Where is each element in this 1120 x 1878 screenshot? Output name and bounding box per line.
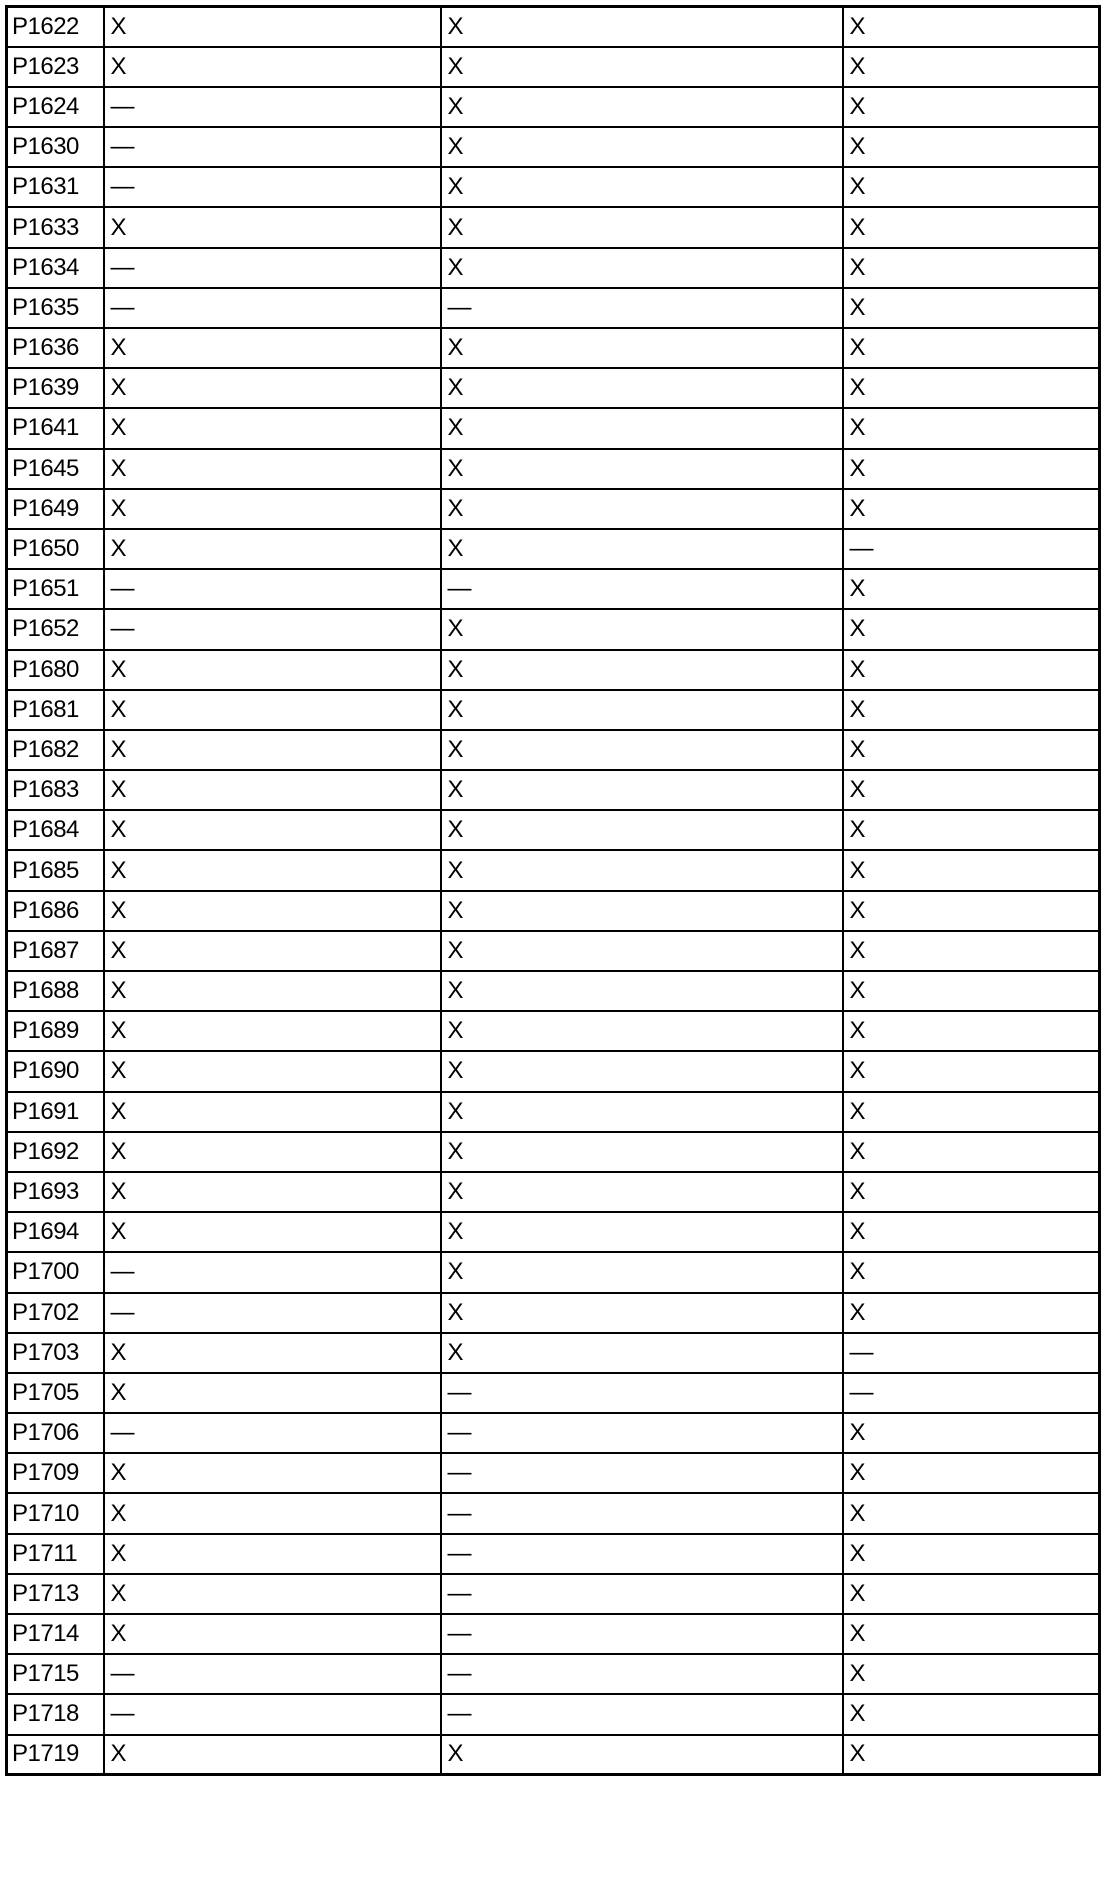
mark-cell-2: X <box>441 368 843 408</box>
mark-cell-3: X <box>843 368 1100 408</box>
code-cell: P1631 <box>7 167 104 207</box>
mark-cell-1: X <box>104 650 441 690</box>
code-cell: P1690 <box>7 1051 104 1091</box>
mark-cell-3: X <box>843 810 1100 850</box>
mark-cell-2: X <box>441 328 843 368</box>
mark-cell-2: X <box>441 167 843 207</box>
code-cell: P1680 <box>7 650 104 690</box>
code-cell: P1650 <box>7 529 104 569</box>
mark-cell-2: X <box>441 87 843 127</box>
mark-cell-1: X <box>104 1212 441 1252</box>
mark-cell-2: — <box>441 569 843 609</box>
mark-cell-2: X <box>441 1011 843 1051</box>
mark-cell-3: X <box>843 1453 1100 1493</box>
table-body <box>7 7 1100 1775</box>
mark-cell-1: X <box>104 971 441 1011</box>
code-cell: P1691 <box>7 1092 104 1132</box>
code-cell: P1681 <box>7 690 104 730</box>
code-cell: P1692 <box>7 1132 104 1172</box>
mark-cell-3: X <box>843 931 1100 971</box>
code-cell: P1645 <box>7 449 104 489</box>
table-row <box>7 1694 1100 1734</box>
code-cell: P1636 <box>7 328 104 368</box>
mark-cell-1: — <box>104 1293 441 1333</box>
mark-cell-1: — <box>104 248 441 288</box>
mark-cell-3: X <box>843 489 1100 529</box>
mark-cell-2: X <box>441 650 843 690</box>
mark-cell-2: X <box>441 891 843 931</box>
table-row <box>7 690 1100 730</box>
mark-cell-1: X <box>104 489 441 529</box>
code-cell: P1682 <box>7 730 104 770</box>
table-row <box>7 1212 1100 1252</box>
table-row <box>7 529 1100 569</box>
code-cell: P1702 <box>7 1293 104 1333</box>
mark-cell-3: X <box>843 127 1100 167</box>
mark-cell-1: — <box>104 288 441 328</box>
mark-cell-2: X <box>441 207 843 247</box>
code-cell: P1685 <box>7 850 104 890</box>
table-row <box>7 850 1100 890</box>
mark-cell-3: X <box>843 1011 1100 1051</box>
table-row <box>7 1252 1100 1292</box>
mark-cell-3: X <box>843 1654 1100 1694</box>
table-row <box>7 47 1100 87</box>
mark-cell-1: X <box>104 1493 441 1533</box>
table-row <box>7 328 1100 368</box>
table-row <box>7 810 1100 850</box>
mark-cell-1: X <box>104 690 441 730</box>
code-cell: P1719 <box>7 1735 104 1775</box>
mark-cell-1: X <box>104 931 441 971</box>
code-cell: P1715 <box>7 1654 104 1694</box>
mark-cell-1: X <box>104 850 441 890</box>
table-row <box>7 1574 1100 1614</box>
mark-cell-1: X <box>104 207 441 247</box>
mark-cell-2: X <box>441 1212 843 1252</box>
mark-cell-3: X <box>843 408 1100 448</box>
code-cell: P1693 <box>7 1172 104 1212</box>
table-row <box>7 1293 1100 1333</box>
mark-cell-3: X <box>843 87 1100 127</box>
mark-cell-1: X <box>104 1574 441 1614</box>
mark-cell-1: X <box>104 891 441 931</box>
mark-cell-3: X <box>843 167 1100 207</box>
mark-cell-1: X <box>104 328 441 368</box>
mark-cell-1: X <box>104 1453 441 1493</box>
code-cell: P1700 <box>7 1252 104 1292</box>
mark-cell-2: X <box>441 408 843 448</box>
mark-cell-3: X <box>843 7 1100 47</box>
table-row <box>7 1614 1100 1654</box>
mark-cell-1: X <box>104 770 441 810</box>
mark-cell-1: — <box>104 569 441 609</box>
code-table <box>5 5 1101 1776</box>
code-cell: P1718 <box>7 1694 104 1734</box>
table-row <box>7 1413 1100 1453</box>
table-row <box>7 1373 1100 1413</box>
mark-cell-1: X <box>104 1011 441 1051</box>
code-cell: P1639 <box>7 368 104 408</box>
table-row <box>7 87 1100 127</box>
table-row <box>7 770 1100 810</box>
code-cell: P1635 <box>7 288 104 328</box>
mark-cell-2: X <box>441 770 843 810</box>
mark-cell-3: X <box>843 288 1100 328</box>
mark-cell-3: X <box>843 1132 1100 1172</box>
mark-cell-1: X <box>104 449 441 489</box>
mark-cell-3: X <box>843 730 1100 770</box>
table-row <box>7 1051 1100 1091</box>
mark-cell-2: — <box>441 1453 843 1493</box>
table-row <box>7 408 1100 448</box>
code-cell: P1687 <box>7 931 104 971</box>
mark-cell-1: X <box>104 368 441 408</box>
mark-cell-3: X <box>843 1413 1100 1453</box>
mark-cell-3: X <box>843 1614 1100 1654</box>
mark-cell-3: X <box>843 1172 1100 1212</box>
table-row <box>7 1534 1100 1574</box>
table-row <box>7 167 1100 207</box>
table-row <box>7 609 1100 649</box>
table-row <box>7 1172 1100 1212</box>
table-row <box>7 1735 1100 1775</box>
mark-cell-2: X <box>441 1092 843 1132</box>
mark-cell-1: — <box>104 127 441 167</box>
table-row <box>7 1493 1100 1533</box>
code-cell: P1689 <box>7 1011 104 1051</box>
table-row <box>7 489 1100 529</box>
mark-cell-2: X <box>441 1252 843 1292</box>
mark-cell-2: — <box>441 1413 843 1453</box>
table-row <box>7 207 1100 247</box>
mark-cell-3: X <box>843 1092 1100 1132</box>
mark-cell-3: X <box>843 1051 1100 1091</box>
table-row <box>7 7 1100 47</box>
mark-cell-2: X <box>441 1293 843 1333</box>
mark-cell-2: X <box>441 609 843 649</box>
mark-cell-2: X <box>441 127 843 167</box>
mark-cell-1: X <box>104 1051 441 1091</box>
mark-cell-3: X <box>843 971 1100 1011</box>
mark-cell-2: X <box>441 1051 843 1091</box>
mark-cell-2: X <box>441 1735 843 1775</box>
mark-cell-3: X <box>843 1212 1100 1252</box>
mark-cell-3: X <box>843 690 1100 730</box>
mark-cell-1: — <box>104 1252 441 1292</box>
table-row <box>7 288 1100 328</box>
mark-cell-1: X <box>104 1373 441 1413</box>
mark-cell-1: — <box>104 87 441 127</box>
table-row <box>7 127 1100 167</box>
mark-cell-2: X <box>441 529 843 569</box>
mark-cell-1: — <box>104 167 441 207</box>
mark-cell-3: X <box>843 328 1100 368</box>
mark-cell-2: X <box>441 810 843 850</box>
table-row <box>7 449 1100 489</box>
mark-cell-3: X <box>843 248 1100 288</box>
mark-cell-1: — <box>104 1413 441 1453</box>
mark-cell-1: X <box>104 1735 441 1775</box>
mark-cell-3: X <box>843 1694 1100 1734</box>
mark-cell-2: — <box>441 1534 843 1574</box>
mark-cell-3: — <box>843 529 1100 569</box>
mark-cell-1: X <box>104 1534 441 1574</box>
mark-cell-2: X <box>441 248 843 288</box>
mark-cell-1: X <box>104 730 441 770</box>
mark-cell-3: X <box>843 891 1100 931</box>
code-cell: P1710 <box>7 1493 104 1533</box>
mark-cell-3: X <box>843 850 1100 890</box>
mark-cell-2: X <box>441 730 843 770</box>
mark-cell-3: — <box>843 1333 1100 1373</box>
mark-cell-3: X <box>843 650 1100 690</box>
table-row <box>7 248 1100 288</box>
table-row <box>7 368 1100 408</box>
mark-cell-1: X <box>104 1092 441 1132</box>
code-cell: P1651 <box>7 569 104 609</box>
mark-cell-2: X <box>441 931 843 971</box>
code-cell: P1713 <box>7 1574 104 1614</box>
mark-cell-2: X <box>441 690 843 730</box>
mark-cell-2: — <box>441 1654 843 1694</box>
table-row <box>7 569 1100 609</box>
mark-cell-2: X <box>441 1333 843 1373</box>
mark-cell-2: — <box>441 1574 843 1614</box>
mark-cell-2: X <box>441 1132 843 1172</box>
mark-cell-2: X <box>441 449 843 489</box>
code-cell: P1633 <box>7 207 104 247</box>
mark-cell-3: X <box>843 770 1100 810</box>
mark-cell-3: X <box>843 47 1100 87</box>
mark-cell-2: X <box>441 7 843 47</box>
mark-cell-2: — <box>441 1694 843 1734</box>
code-cell: P1684 <box>7 810 104 850</box>
mark-cell-1: — <box>104 1654 441 1694</box>
code-cell: P1705 <box>7 1373 104 1413</box>
table-row <box>7 971 1100 1011</box>
code-cell: P1649 <box>7 489 104 529</box>
table-row <box>7 931 1100 971</box>
mark-cell-2: X <box>441 47 843 87</box>
mark-cell-1: X <box>104 47 441 87</box>
code-cell: P1630 <box>7 127 104 167</box>
table-row <box>7 730 1100 770</box>
code-cell: P1683 <box>7 770 104 810</box>
mark-cell-3: X <box>843 1735 1100 1775</box>
code-cell: P1709 <box>7 1453 104 1493</box>
mark-cell-1: X <box>104 810 441 850</box>
table-row <box>7 1453 1100 1493</box>
mark-cell-2: X <box>441 971 843 1011</box>
mark-cell-2: X <box>441 489 843 529</box>
mark-cell-1: X <box>104 7 441 47</box>
mark-cell-2: — <box>441 288 843 328</box>
mark-cell-3: — <box>843 1373 1100 1413</box>
mark-cell-3: X <box>843 609 1100 649</box>
code-cell: P1706 <box>7 1413 104 1453</box>
mark-cell-2: — <box>441 1493 843 1533</box>
code-cell: P1688 <box>7 971 104 1011</box>
mark-cell-1: X <box>104 408 441 448</box>
mark-cell-3: X <box>843 1293 1100 1333</box>
mark-cell-3: X <box>843 1493 1100 1533</box>
mark-cell-2: X <box>441 1172 843 1212</box>
code-cell: P1686 <box>7 891 104 931</box>
code-cell: P1711 <box>7 1534 104 1574</box>
table-row <box>7 1654 1100 1694</box>
mark-cell-3: X <box>843 1252 1100 1292</box>
mark-cell-1: X <box>104 529 441 569</box>
table-row <box>7 1011 1100 1051</box>
code-cell: P1641 <box>7 408 104 448</box>
table-row <box>7 650 1100 690</box>
mark-cell-3: X <box>843 449 1100 489</box>
mark-cell-1: X <box>104 1333 441 1373</box>
code-cell: P1714 <box>7 1614 104 1654</box>
code-cell: P1634 <box>7 248 104 288</box>
code-cell: P1624 <box>7 87 104 127</box>
mark-cell-1: X <box>104 1132 441 1172</box>
code-cell: P1694 <box>7 1212 104 1252</box>
code-cell: P1622 <box>7 7 104 47</box>
code-cell: P1703 <box>7 1333 104 1373</box>
mark-cell-3: X <box>843 569 1100 609</box>
mark-cell-2: — <box>441 1373 843 1413</box>
mark-cell-3: X <box>843 207 1100 247</box>
table-row <box>7 891 1100 931</box>
table-row <box>7 1132 1100 1172</box>
mark-cell-2: X <box>441 850 843 890</box>
table-row <box>7 1092 1100 1132</box>
mark-cell-3: X <box>843 1574 1100 1614</box>
table-row <box>7 1333 1100 1373</box>
code-cell: P1623 <box>7 47 104 87</box>
mark-cell-1: — <box>104 609 441 649</box>
mark-cell-1: X <box>104 1614 441 1654</box>
mark-cell-2: — <box>441 1614 843 1654</box>
mark-cell-1: — <box>104 1694 441 1734</box>
mark-cell-1: X <box>104 1172 441 1212</box>
code-cell: P1652 <box>7 609 104 649</box>
mark-cell-3: X <box>843 1534 1100 1574</box>
